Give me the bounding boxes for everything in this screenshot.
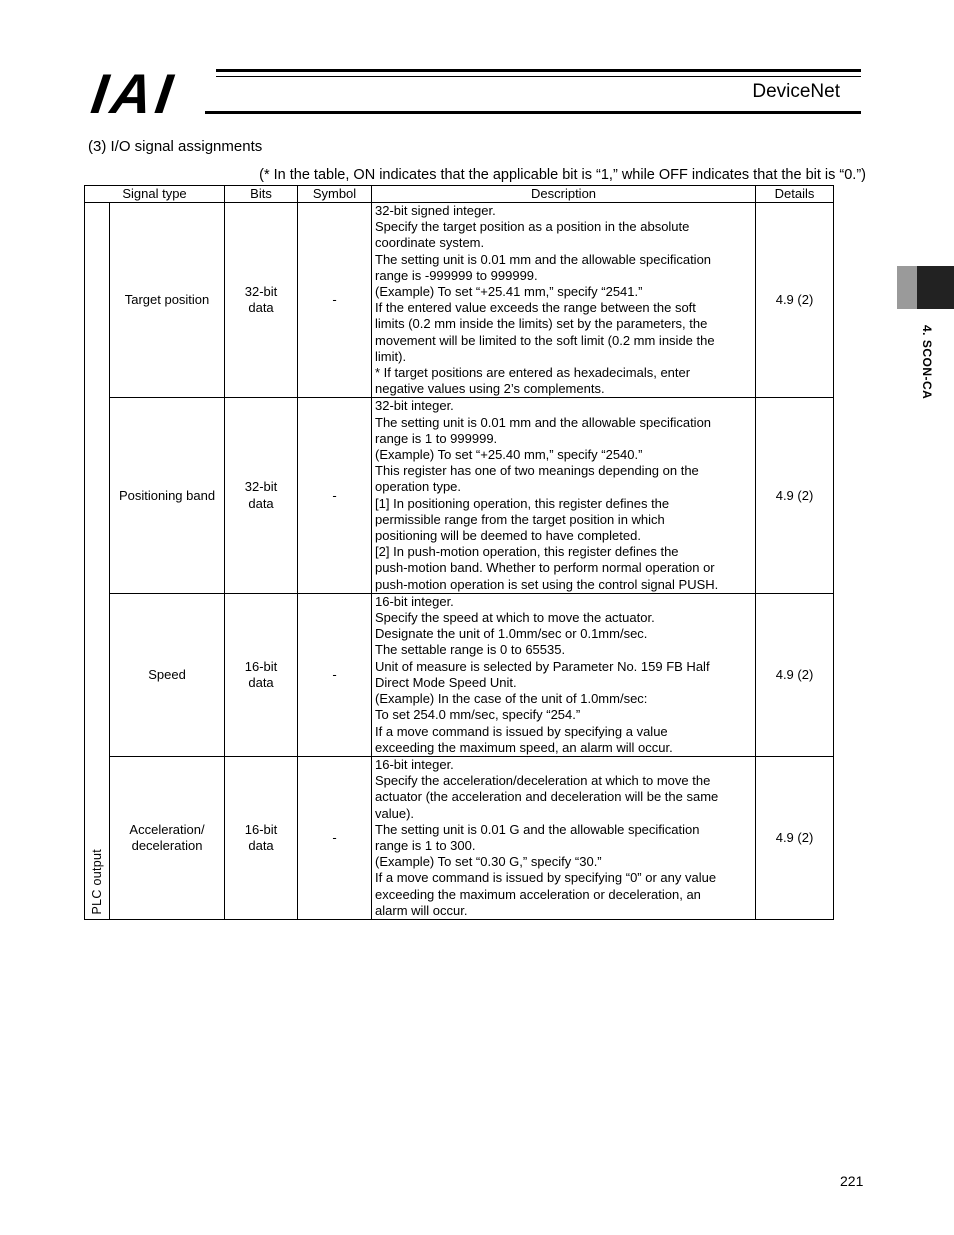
description-line: exceeding the maximum speed, an alarm will occur.	[375, 739, 673, 755]
section-heading: (3) I/O signal assignments	[88, 138, 263, 155]
description-line: coordinate system.	[375, 235, 485, 251]
side-tab-chapter-label: 4. SCON-CA	[920, 325, 934, 400]
bits-cell	[225, 593, 298, 756]
io-signal-table	[84, 185, 834, 920]
description-line: Specify the target position as a position in the absolute	[375, 219, 690, 235]
description-line: Specify the acceleration/deceleration at which to move the	[375, 773, 711, 789]
description-line: push-motion operation is set using the control signal PUSH.	[375, 576, 719, 592]
table-row-speed	[85, 593, 834, 756]
description-line: movement will be limited to the soft limit (0.2 mm inside the	[375, 332, 715, 348]
description-line: range is -999999 to 999999.	[375, 267, 538, 283]
header-title: DeviceNet	[752, 81, 840, 102]
description-line: If the entered value exceeds the range between the soft	[375, 300, 696, 316]
description-line: Specify the speed at which to move the actuator.	[375, 610, 655, 626]
col-header-details: Details	[756, 186, 834, 203]
signal-type-cell: Positioning band	[110, 398, 225, 593]
description-line: alarm will occur.	[375, 902, 468, 918]
description-cell	[372, 756, 756, 919]
description-line: (Example) To set “+25.40 mm,” specify “2540.”	[375, 447, 643, 463]
description-line: range is 1 to 300.	[375, 837, 476, 853]
description-line: 32-bit integer.	[375, 398, 454, 414]
description-line: exceeding the maximum acceleration or deceleration, an	[375, 886, 701, 902]
description-line: Designate the unit of 1.0mm/sec or 0.1mm/sec.	[375, 626, 648, 642]
bits-line: data	[248, 300, 274, 316]
description-line: This register has one of two meanings depending on the	[375, 463, 699, 479]
side-tab-marker-grey	[897, 266, 917, 309]
description-line: Unit of measure is selected by Parameter No. 159 FB Half	[375, 658, 710, 674]
description-line: [1] In positioning operation, this register defines the	[375, 495, 670, 511]
description-line: permissible range from the target position in which	[375, 511, 665, 527]
col-header-symbol: Symbol	[298, 186, 372, 203]
bits-line: 16-bit	[244, 821, 278, 837]
description-line: actuator (the acceleration and deceleration will be the same	[375, 789, 719, 805]
description-line: Direct Mode Speed Unit.	[375, 674, 517, 690]
description-line: (Example) In the case of the unit of 1.0mm/sec:	[375, 691, 648, 707]
description-line: positioning will be deemed to have completed.	[375, 528, 641, 544]
description-line: 32-bit signed integer.	[375, 203, 496, 218]
details-cell: 4.9 (2)	[756, 203, 834, 398]
description-line: 16-bit integer.	[375, 593, 454, 609]
description-line: If a move command is issued by specifying “0” or any value	[375, 870, 717, 886]
description-line: The setting unit is 0.01 G and the allowable specification	[375, 821, 700, 837]
description-cell	[372, 593, 756, 756]
col-header-description: Description	[372, 186, 756, 203]
description-line: operation type.	[375, 479, 462, 495]
bits-line: 32-bit	[244, 479, 278, 495]
details-cell: 4.9 (2)	[756, 593, 834, 756]
symbol-cell: -	[298, 203, 372, 398]
header-rule-bottom	[205, 111, 861, 114]
bits-line: 32-bit	[244, 284, 278, 300]
page-number: 221	[840, 1173, 864, 1189]
side-tab-marker-dark	[917, 266, 954, 309]
description-line: value).	[375, 805, 415, 821]
description-line: * If target positions are entered as hexadecimals, enter	[375, 365, 691, 381]
details-cell: 4.9 (2)	[756, 756, 834, 919]
signal-type-line: deceleration	[131, 837, 203, 853]
description-line: The settable range is 0 to 65535.	[375, 642, 566, 658]
symbol-cell: -	[298, 756, 372, 919]
signal-type-line: Acceleration/	[129, 821, 205, 837]
table-row-positioning-band	[85, 398, 834, 593]
signal-type-cell: Speed	[110, 593, 225, 756]
description-line: (Example) To set “0.30 G,” specify “30.”	[375, 854, 602, 870]
table-row-acceleration-deceleration	[85, 756, 834, 919]
description-cell	[372, 398, 756, 593]
description-line: If a move command is issued by specifying a value	[375, 723, 668, 739]
group-cell-plc-output	[85, 203, 110, 920]
col-header-signal-type: Signal type	[85, 186, 225, 203]
col-header-bits: Bits	[225, 186, 298, 203]
symbol-cell: -	[298, 593, 372, 756]
table-row-target-position	[85, 203, 834, 398]
bits-line: data	[248, 837, 274, 853]
table-header-row	[85, 186, 834, 203]
bits-line: data	[248, 674, 274, 690]
group-label: PLC output	[89, 849, 104, 915]
bits-line: 16-bit	[244, 658, 278, 674]
description-line: range is 1 to 999999.	[375, 430, 498, 446]
description-line: limit).	[375, 348, 407, 364]
description-line: The setting unit is 0.01 mm and the allowable specification	[375, 251, 712, 267]
signal-type-cell	[110, 756, 225, 919]
table-note: (* In the table, ON indicates that the applicable bit is “1,” while OFF indicates that the bit is “0.”)	[259, 167, 866, 183]
bits-cell	[225, 756, 298, 919]
header-rule-thin	[216, 76, 861, 77]
description-line: limits (0.2 mm inside the limits) set by the parameters, the	[375, 316, 708, 332]
description-line: push-motion band. Whether to perform normal operation or	[375, 560, 715, 576]
description-line: The setting unit is 0.01 mm and the allowable specification	[375, 414, 712, 430]
details-cell: 4.9 (2)	[756, 398, 834, 593]
iai-logo: IAI	[87, 62, 181, 125]
description-line: 16-bit integer.	[375, 756, 454, 772]
bits-cell	[225, 398, 298, 593]
description-line: negative values using 2’s complements.	[375, 381, 605, 397]
description-line: (Example) To set “+25.41 mm,” specify “2541.”	[375, 284, 643, 300]
bits-line: data	[248, 495, 274, 511]
symbol-cell: -	[298, 398, 372, 593]
header-rule-top	[216, 69, 861, 72]
signal-type-cell: Target position	[110, 203, 225, 398]
bits-cell	[225, 203, 298, 398]
description-line: [2] In push-motion operation, this register defines the	[375, 544, 679, 560]
description-cell	[372, 203, 756, 398]
description-line: To set 254.0 mm/sec, specify “254.”	[375, 707, 581, 723]
